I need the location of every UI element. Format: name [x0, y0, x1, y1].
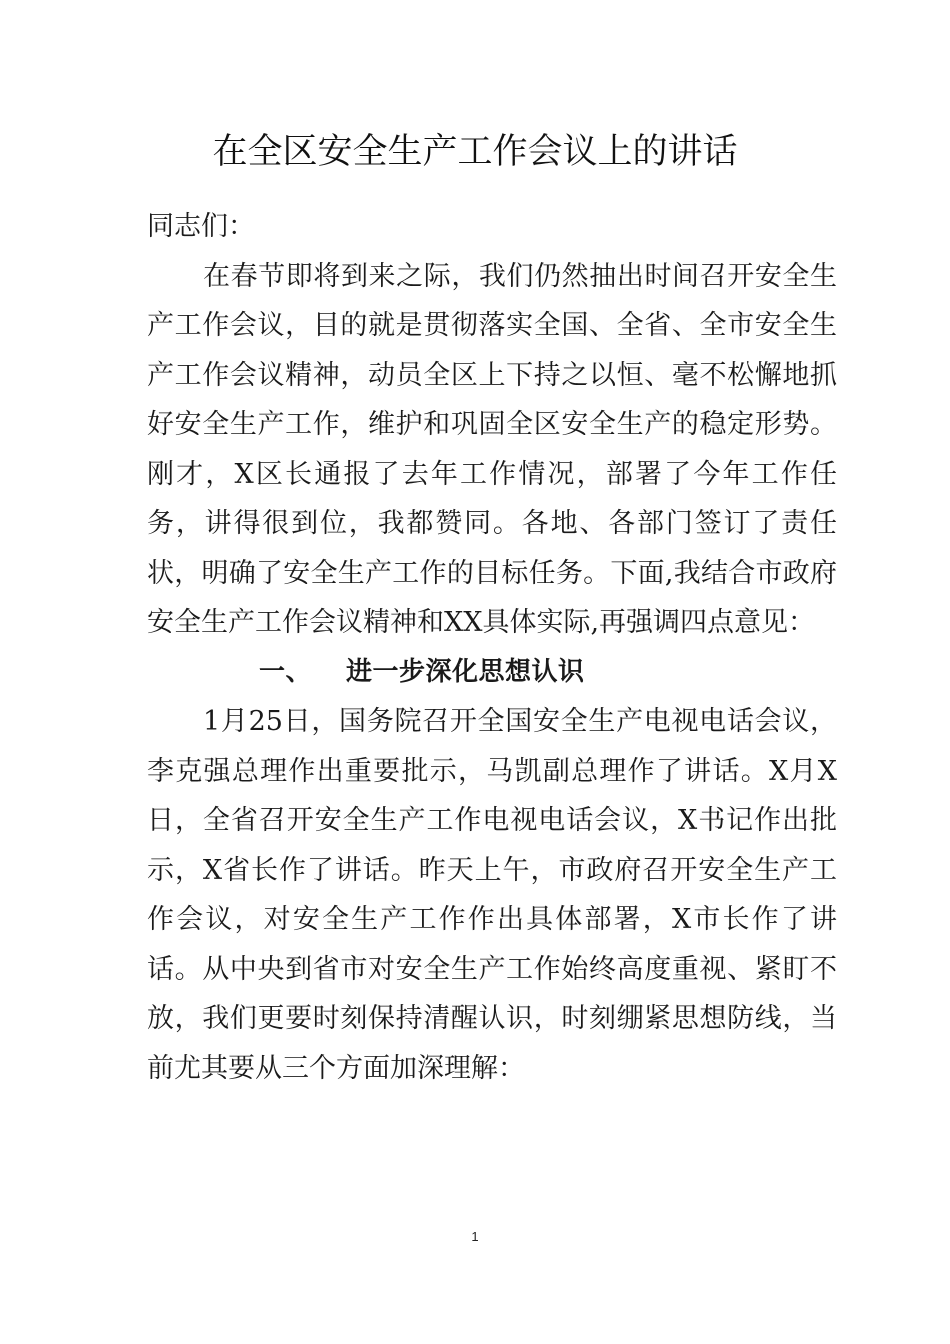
- document-body: [147, 202, 837, 1093]
- document-title: 在全区安全生产工作会议上的讲话: [212, 132, 738, 172]
- section-number: 一、: [259, 656, 313, 687]
- page-number: 1: [471, 1229, 479, 1244]
- section-title: 进一步深化思想认识: [346, 656, 585, 687]
- section-heading: [147, 648, 837, 698]
- intro-paragraph: 在春节即将到来之际，我们仍然抽出时间召开安全生产工作会议，目的就是贯彻落实全国、全省、全市安全生产工作会议精神，动员全区上下持之以恒、毫不松懈地抓好安全生产工作，维护和巩固全区安全生产的稳定形势。刚才，X区长通报了去年工作情况，部署了今年工作任务，讲得很到位，我都赞同。各地、各部门签订了责任状，明确了安全生产工作的目标任务。下面,我结合市政府安全生产工作会议精神和XX具体实际,再强调四点意见：: [147, 260, 837, 638]
- section-paragraph: 1月25日，国务院召开全国安全生产电视电话会议，李克强总理作出重要批示，马凯副总理作了讲话。X月X日，全省召开安全生产工作电视电话会议，X书记作出批示，X省长作了讲话。昨天上午，市政府召开安全生产工作会议，对安全生产工作作出具体部署，X市长作了讲话。从中央到省市对安全生产工作始终高度重视、紧盯不放，我们更要时刻保持清醒认识，时刻绷紧思想防线，当前尤其要从三个方面加深理解：: [147, 706, 837, 1084]
- salutation: 同志们：: [147, 211, 255, 242]
